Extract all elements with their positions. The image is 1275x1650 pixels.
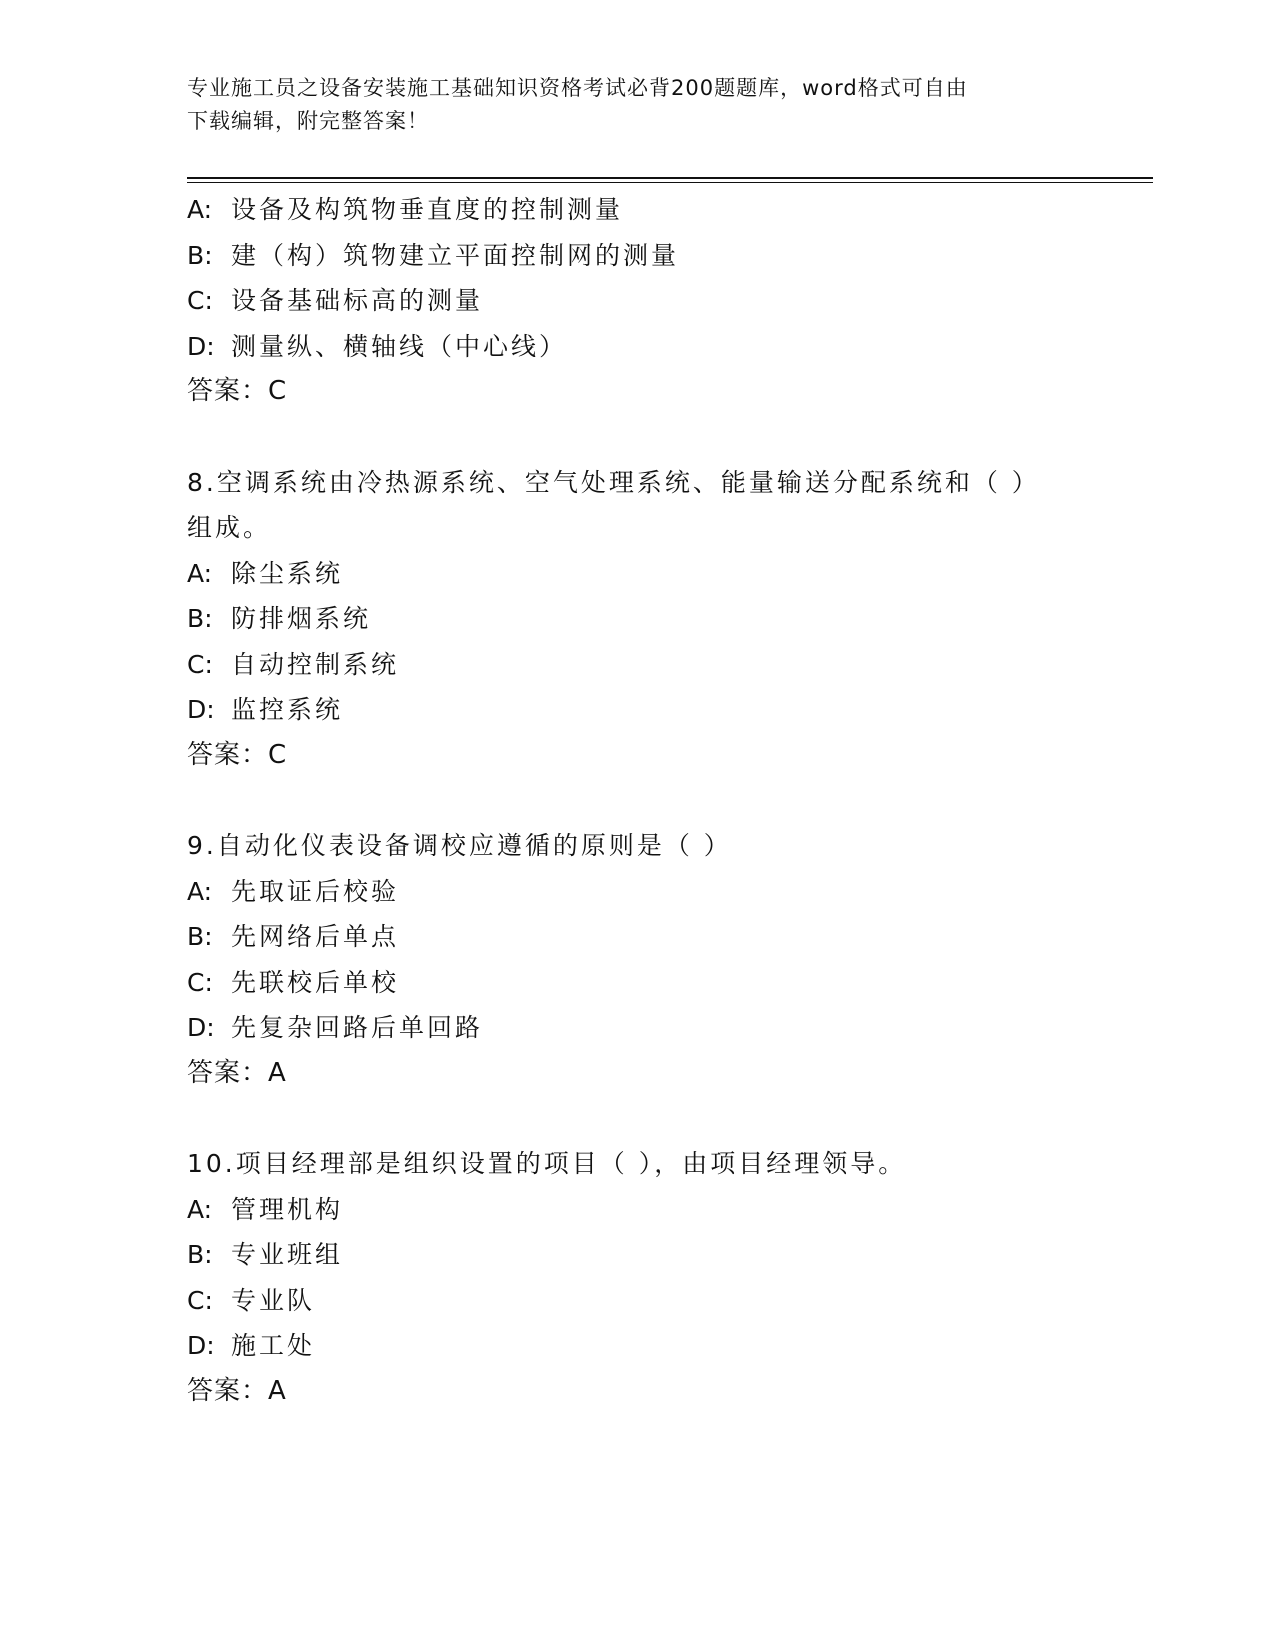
answer-line: 答案：C [187, 739, 287, 770]
option-b: B: 建（构）筑物建立平面控制网的测量 [187, 240, 680, 270]
question-9-text: 9.自动化仪表设备调校应遵循的原则是（ ） [187, 831, 732, 860]
option-b: B: 先网络后单点 [187, 922, 400, 951]
question-8-text-line-1: 8.空调系统由冷热源系统、空气处理系统、能量输送分配系统和（ ） [187, 467, 1040, 497]
answer-line: 答案：A [187, 1057, 286, 1088]
question-9-block [187, 823, 1087, 1096]
answer-line: 答案：C [187, 376, 287, 406]
option-d: D: 先复杂回路后单回路 [187, 1013, 484, 1042]
question-7-block [187, 187, 1087, 415]
document-body [187, 187, 1087, 1414]
option-c: C: 先联校后单校 [187, 967, 400, 997]
answer-value: A [268, 1375, 286, 1406]
question-8-block [187, 460, 1087, 779]
option-c: C: 专业队 [187, 1285, 316, 1315]
question-8-text-line-2: 组成。 [187, 513, 272, 542]
answer-value: C [268, 739, 287, 770]
question-10-text: 10.项目经理部是组织设置的项目（ ），由项目经理领导。 [187, 1149, 907, 1178]
option-a: A: 除尘系统 [187, 558, 344, 588]
answer-line: 答案：A [187, 1375, 286, 1406]
header-line-2: 下载编辑，附完整答案！ [187, 109, 429, 133]
option-d: D: 监控系统 [187, 695, 344, 724]
header-divider-thick [187, 177, 1153, 179]
option-b: B: 专业班组 [187, 1240, 344, 1269]
option-a: A: 先取证后校验 [187, 876, 400, 906]
option-d: D: 施工处 [187, 1331, 316, 1360]
option-c: C: 自动控制系统 [187, 649, 400, 679]
question-10-block [187, 1141, 1087, 1414]
option-c: C: 设备基础标高的测量 [187, 286, 484, 315]
header-divider-thin [187, 182, 1153, 183]
option-a: A: 设备及构筑物垂直度的控制测量 [187, 195, 624, 224]
header-line-1: 专业施工员之设备安装施工基础知识资格考试必背200题题库，word格式可自由 [187, 76, 968, 100]
answer-value: A [268, 1057, 286, 1088]
option-a: A: 管理机构 [187, 1194, 344, 1224]
answer-value: C [268, 376, 287, 406]
option-d: D: 测量纵、横轴线（中心线） [187, 331, 568, 361]
document-header [187, 72, 1067, 138]
option-b: B: 防排烟系统 [187, 604, 372, 633]
